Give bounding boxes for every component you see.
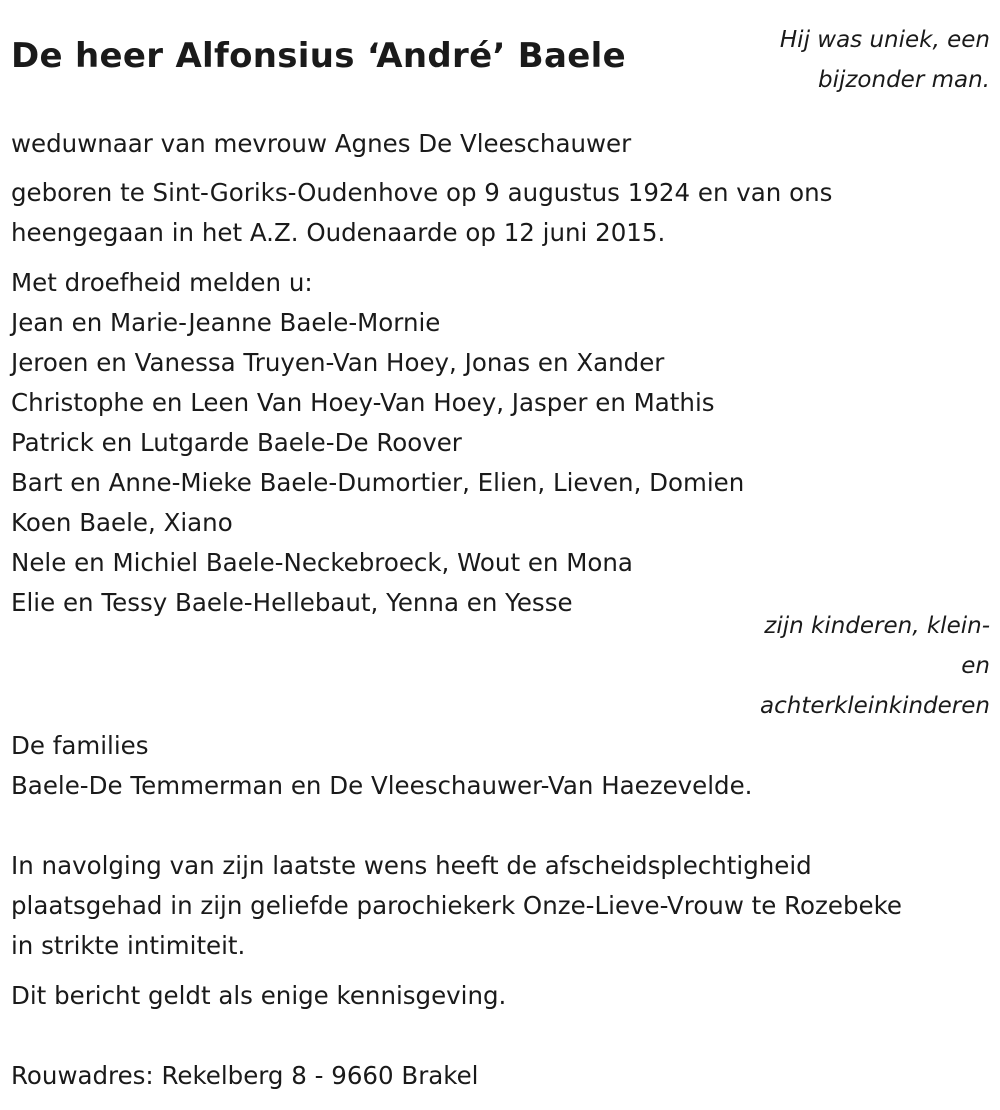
family-line: Koen Baele, Xiano [11, 508, 233, 537]
deceased-name: De heer Alfonsius ‘André’ Baele [11, 36, 626, 76]
family-line: Patrick en Lutgarde Baele-De Roover [11, 428, 462, 457]
roles-line: zijn kinderen, klein- [764, 613, 990, 639]
family-line: Jean en Marie-Jeanne Baele-Mornie [11, 308, 441, 337]
notice-statement: Dit bericht geldt als enige kennisgeving. [11, 981, 507, 1010]
family-line: Christophe en Leen Van Hoey-Van Hoey, Jasper en Mathis [11, 388, 715, 417]
quote-line: Hij was uniek, een [779, 27, 990, 53]
ceremony-line: plaatsgehad in zijn geliefde parochiekerk Onze-Lieve-Vrouw te Rozebeke [11, 891, 902, 920]
families-label: De families [11, 731, 149, 760]
announce-intro: Met droefheid melden u: [11, 268, 313, 297]
roles-line: en [961, 653, 990, 679]
roles-line: achterkleinkinderen [760, 693, 990, 719]
quote-line: bijzonder man. [817, 67, 990, 93]
death-line: heengegaan in het A.Z. Oudenaarde op 12 juni 2015. [11, 218, 666, 247]
birth-line: geboren te Sint-Goriks-Oudenhove op 9 augustus 1924 en van ons [11, 178, 833, 207]
family-line: Nele en Michiel Baele-Neckebroeck, Wout en Mona [11, 548, 633, 577]
family-line: Jeroen en Vanessa Truyen-Van Hoey, Jonas en Xander [11, 348, 665, 377]
memorial-quote [730, 20, 990, 100]
ceremony-line: in strikte intimiteit. [11, 931, 246, 960]
family-roles [690, 606, 990, 726]
family-line: Elie en Tessy Baele-Hellebaut, Yenna en Yesse [11, 588, 573, 617]
widower-line: weduwnaar van mevrouw Agnes De Vleeschauwer [11, 129, 632, 158]
ceremony-line: In navolging van zijn laatste wens heeft de afscheidsplechtigheid [11, 851, 812, 880]
families-names: Baele-De Temmerman en De Vleeschauwer-Van Haezevelde. [11, 771, 753, 800]
mourning-address: Rouwadres: Rekelberg 8 - 9660 Brakel [11, 1061, 479, 1090]
family-line: Bart en Anne-Mieke Baele-Dumortier, Elien, Lieven, Domien [11, 468, 745, 497]
